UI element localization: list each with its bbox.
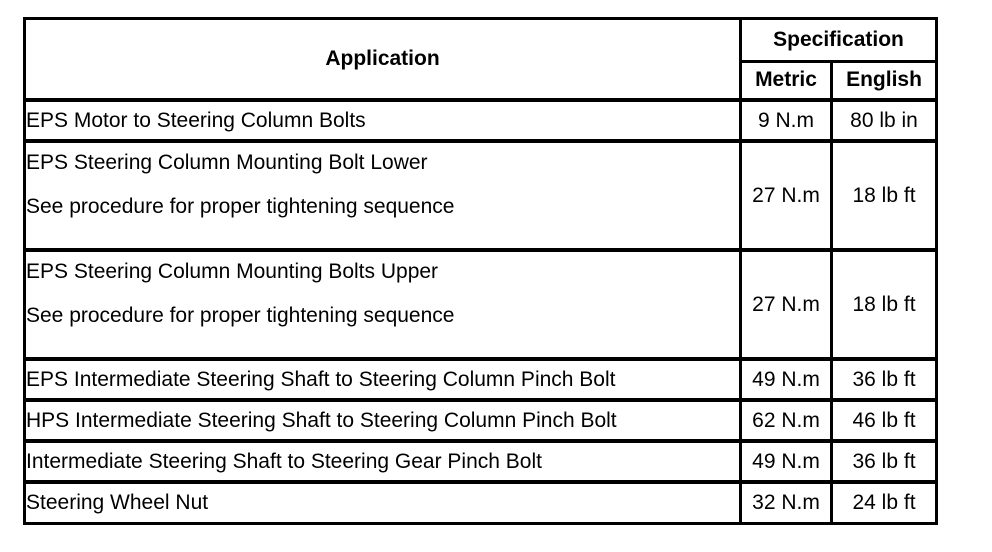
application-note: See procedure for proper tightening sequence bbox=[26, 304, 455, 327]
english-value: 80 lb in bbox=[833, 102, 935, 143]
english-value: 46 lb ft bbox=[833, 402, 935, 443]
table-row bbox=[26, 143, 935, 252]
english-value: 36 lb ft bbox=[833, 361, 935, 402]
table-row bbox=[26, 102, 935, 143]
application-text: HPS Intermediate Steering Shaft to Steering Column Pinch Bolt bbox=[26, 408, 617, 432]
table-row bbox=[26, 443, 935, 484]
table-row bbox=[26, 361, 935, 402]
metric-value: 27 N.m bbox=[742, 252, 833, 361]
application-cell bbox=[26, 443, 742, 484]
metric-value: 62 N.m bbox=[742, 402, 833, 443]
application-text: EPS Intermediate Steering Shaft to Steering Column Pinch Bolt bbox=[26, 367, 616, 391]
header-application: Application bbox=[26, 20, 742, 102]
application-cell bbox=[26, 361, 742, 402]
application-text: Intermediate Steering Shaft to Steering Gear Pinch Bolt bbox=[26, 449, 542, 473]
english-value: 18 lb ft bbox=[833, 252, 935, 361]
torque-specification-table bbox=[23, 17, 938, 525]
header-metric: Metric bbox=[742, 63, 833, 102]
application-cell bbox=[26, 252, 742, 361]
header-english: English bbox=[833, 63, 935, 102]
metric-value: 27 N.m bbox=[742, 143, 833, 252]
application-text: EPS Steering Column Mounting Bolt Lower bbox=[26, 151, 428, 174]
metric-value: 32 N.m bbox=[742, 484, 833, 522]
table-row bbox=[26, 402, 935, 443]
english-value: 24 lb ft bbox=[852, 491, 916, 514]
english-value: 18 lb ft bbox=[833, 143, 935, 252]
table-row bbox=[26, 252, 935, 361]
metric-value: 49 N.m bbox=[742, 443, 833, 484]
application-text: Steering Wheel Nut bbox=[26, 491, 209, 514]
application-cell bbox=[26, 484, 742, 522]
application-text: EPS Motor to Steering Column Bolts bbox=[26, 108, 366, 132]
application-note: See procedure for proper tightening sequence bbox=[26, 195, 455, 218]
metric-value: 9 N.m bbox=[742, 102, 833, 143]
application-cell bbox=[26, 143, 742, 252]
application-cell bbox=[26, 402, 742, 443]
table-row bbox=[26, 484, 935, 522]
metric-value: 49 N.m bbox=[742, 361, 833, 402]
application-text: EPS Steering Column Mounting Bolts Upper bbox=[26, 260, 439, 283]
header-specification: Specification bbox=[742, 20, 935, 63]
application-cell bbox=[26, 102, 742, 143]
english-value: 36 lb ft bbox=[833, 443, 935, 484]
